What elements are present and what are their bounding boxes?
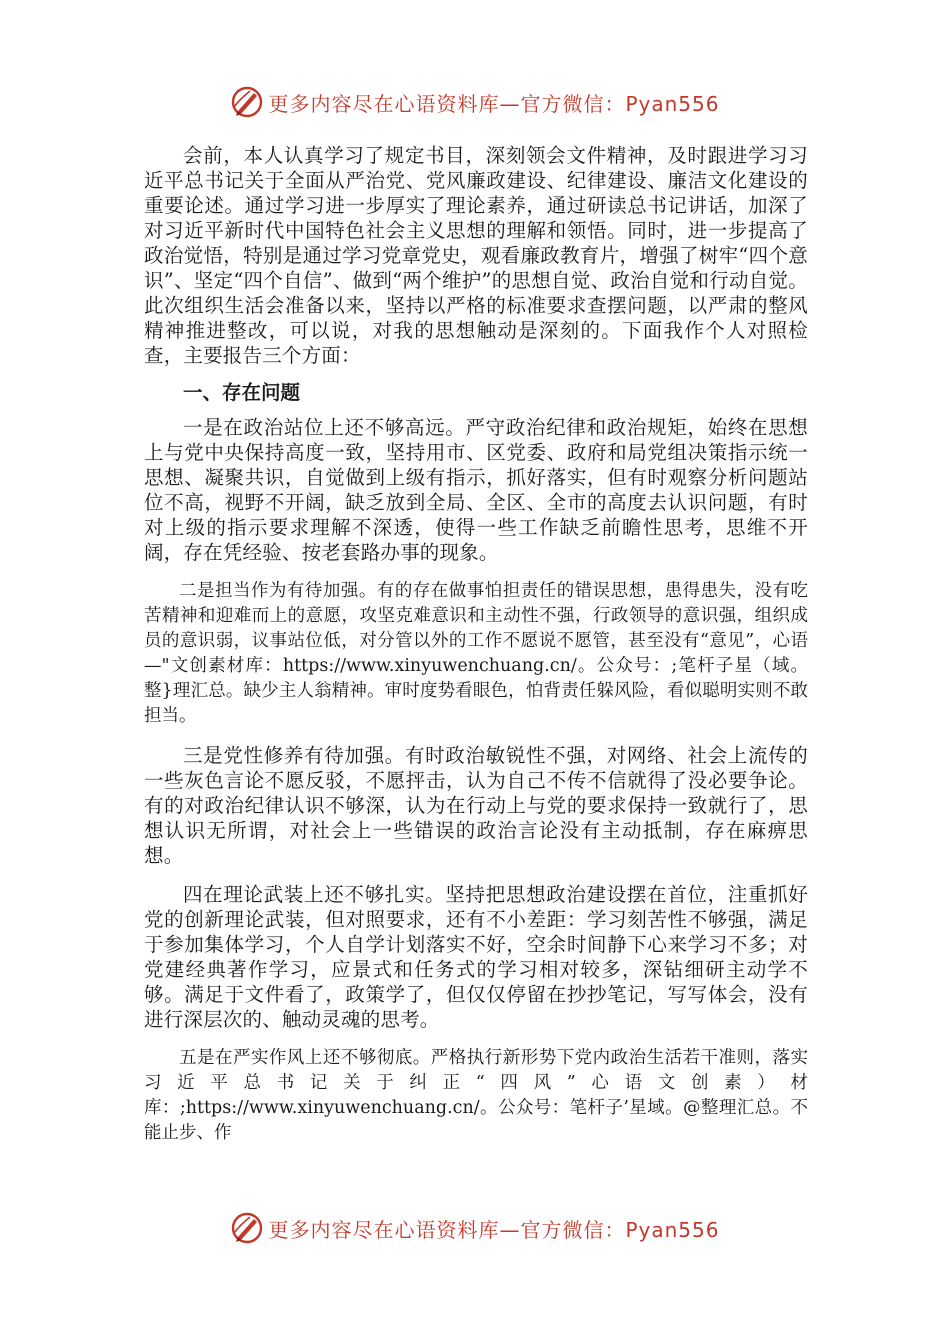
- paragraph-5: 五是在严实作风上还不够彻底。严格执行新形势下党内政治生活若干准则，落实习近平总书记关于纠正“四风”心语文创素）材库：;https://www.xinyuwenchuang.cn/。公众号：笔杆子’星域。@整理汇总。不能止步、作: [144, 1048, 808, 1143]
- banner-text: 更多内容尽在心语资料库—官方微信：Pyan556: [268, 1217, 720, 1242]
- paragraph-2: 二是担当作为有待加强。有的存在做事怕担责任的错误思想，患得患失，没有吃苦精神和迎难而上的意愿，攻坚克难意识和主动性不强，行政领导的意识强，组织成员的意识弱，议事站位低，对分管以外的工作不愿说不愿管，甚至没有“意见”，心语—"文创素材库：https://www.xinyuwenchuang.cn/。公众号：;笔杆子星（域。整}理汇总。缺少主人翁精神。审时度势看眼色，怕背责任躲风险，看似聪明实则不敢担当。: [144, 581, 808, 726]
- banner-text: 更多内容尽在心语资料库—官方微信：Pyan556: [268, 91, 720, 116]
- paragraph-3: 三是党性修养有待加强。有时政治敏锐性不强，对网络、社会上流传的一些灰色言论不愿反驳，不愿抨击，认为自己不传不信就得了没必要争论。有的对政治纪律认识不够深，认为在行动上与党的要求保持一致就行了，思想认识无所谓，对社会上一些错误的政治言论没有主动抵制，存在麻痹思想。: [144, 744, 808, 867]
- pen-logo-icon: [230, 1211, 264, 1245]
- footer-banner: [0, 1208, 950, 1248]
- header-banner: [0, 82, 950, 122]
- paragraph-1: 一是在政治站位上还不够高远。严守政治纪律和政治规矩，始终在思想上与党中央保持高度一致，坚持用市、区党委、政府和局党组决策指示统一思想、凝聚共识，自觉做到上级有指示，抓好落实，但有时观察分析问题站位不高，视野不开阔，缺乏放到全局、全区、全市的高度去认识问题，有时对上级的指示要求理解不深透，使得一些工作缺乏前瞻性思考，思维不开阔，存在凭经验、按老套路办事的现象。: [144, 416, 808, 564]
- paragraph-4: 四在理论武装上还不够扎实。坚持把思想政治建设摆在首位，注重抓好党的创新理论武装，但对照要求，还有不小差距：学习刻苦性不够强，满足于参加集体学习，个人自学计划落实不好，空余时间静下心来学习不多；对党建经典著作学习，应景式和任务式的学习相对较多，深钻细研主动学不够。满足于文件看了，政策学了，但仅仅停留在抄抄笔记，写写体会，没有进行深层次的、触动灵魂的思考。: [144, 883, 808, 1031]
- section-heading: 一、存在问题: [183, 381, 301, 404]
- document-body: [144, 143, 808, 1146]
- intro-paragraph: 会前，本人认真学习了规定书目，深刻领会文件精神，及时跟进学习习近平总书记关于全面从严治党、党风廉政建设、纪律建设、廉洁文化建设的重要论述。通过学习进一步厚实了理论素养，通过研读总书记讲话，加深了对习近平新时代中国特色社会主义思想的理解和领悟。同时，进一步提高了政治觉悟，特别是通过学习党章党史，观看廉政教育片，增强了树牢“四个意识”、坚定“四个自信”、做到“两个维护”的思想自觉、政治自觉和行动自觉。此次组织生活会准备以来，坚持以严格的标准要求查摆问题，以严肃的整风精神推进整改，可以说，对我的思想触动是深刻的。下面我作个人对照检查，主要报告三个方面：: [144, 144, 808, 367]
- pen-logo-icon: [230, 85, 264, 119]
